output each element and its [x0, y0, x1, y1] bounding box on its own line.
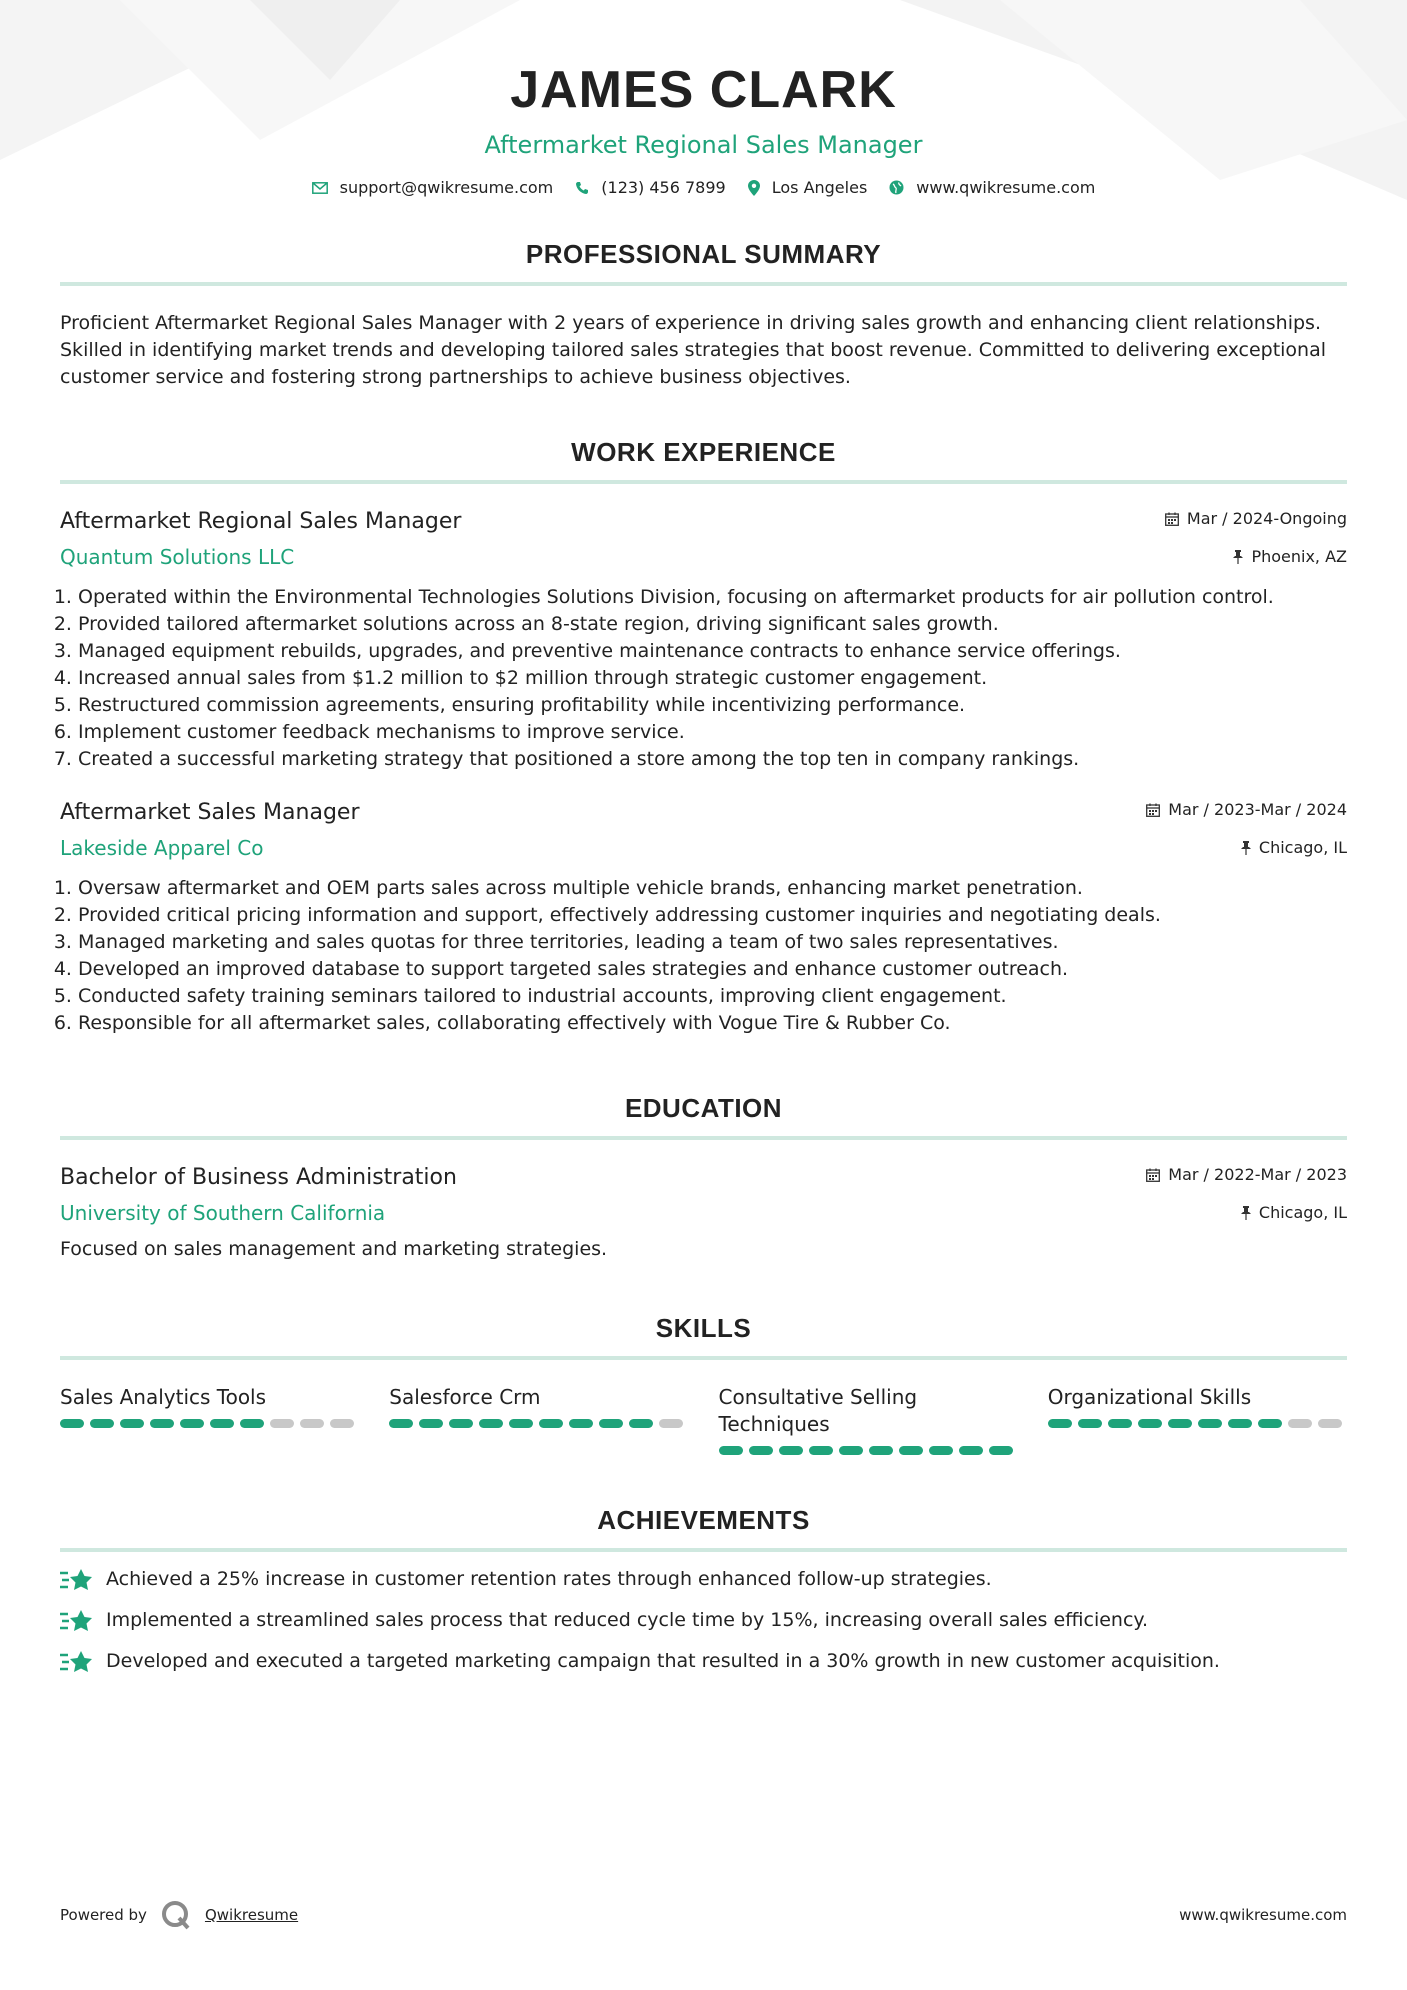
achievement-text: Achieved a 25% increase in customer retention rates through enhanced follow-up strategies. [106, 1568, 992, 1590]
rating-dot-filled [629, 1419, 653, 1428]
phone-text: (123) 456 7899 [601, 178, 726, 197]
list-item: 6. Implement customer feedback mechanisms to improve service. [78, 719, 1347, 746]
skill-name: Consultative Selling Techniques [718, 1385, 918, 1436]
qwikresume-logo-icon [161, 1900, 191, 1930]
list-item: 3. Managed equipment rebuilds, upgrades, and preventive maintenance contracts to enhance service offerings. [78, 638, 1347, 665]
summary-section [60, 239, 1347, 391]
rating-dot-filled [929, 1446, 953, 1455]
job-location [1233, 546, 1347, 568]
calendar-icon [1146, 803, 1160, 817]
list-item: 2. Provided critical pricing information and support, effectively addressing customer inquiries and negotiating deals. [78, 902, 1347, 929]
candidate-role: Aftermarket Regional Sales Manager [484, 131, 923, 159]
rating-dot-filled [389, 1419, 413, 1428]
skill-item [389, 1384, 688, 1455]
list-item: 3. Managed marketing and sales quotas for three territories, leading a team of two sales representatives. [78, 929, 1347, 956]
rating-dot-filled [419, 1419, 443, 1428]
rating-dot-filled [1138, 1419, 1162, 1428]
contact-website[interactable] [889, 178, 1095, 197]
work-title: WORK EXPERIENCE [60, 437, 1347, 484]
contact-phone[interactable] [575, 178, 725, 197]
work-section [60, 437, 1347, 1037]
calendar-icon [1165, 512, 1179, 526]
brand-link[interactable]: Qwikresume [204, 1906, 299, 1924]
skill-name: Organizational Skills [1047, 1385, 1252, 1409]
skill-rating [719, 1446, 1018, 1455]
achievement-text: Developed and executed a targeted marketing campaign that resulted in a 30% growth in new customer acquisition. [106, 1650, 1220, 1672]
job-dates [1146, 799, 1347, 821]
rating-dot-filled [809, 1446, 833, 1455]
calendar-icon [1146, 1168, 1160, 1182]
job-location-text: Phoenix, AZ [1251, 547, 1347, 566]
resume-header [60, 0, 1347, 197]
skill-item [60, 1384, 359, 1455]
rating-dot-filled [1078, 1419, 1102, 1428]
achievement-item [60, 1607, 1347, 1634]
rating-dot-filled [449, 1419, 473, 1428]
list-item: 4. Increased annual sales from $1.2 million to $2 million through strategic customer engagement. [78, 665, 1347, 692]
rating-dot-filled [509, 1419, 533, 1428]
rating-dot-empty [270, 1419, 294, 1428]
achievements-title: ACHIEVEMENTS [60, 1505, 1347, 1552]
skills-title: SKILLS [60, 1313, 1347, 1360]
achievement-item [60, 1566, 1347, 1593]
rating-dot-filled [120, 1419, 144, 1428]
education-location-text: Chicago, IL [1258, 1203, 1347, 1222]
rating-dot-filled [1048, 1419, 1072, 1428]
summary-text: Proficient Aftermarket Regional Sales Manager with 2 years of experience in driving sales growth and enhancing client relationships. Skilled in identifying market trends and developing tailored sales strategies that boost revenue. Committed to delivering exceptional customer service and fostering strong partnerships to achieve business objectives. [60, 312, 1327, 388]
rating-dot-filled [90, 1419, 114, 1428]
page-footer [60, 1900, 1347, 1930]
education-title: EDUCATION [60, 1093, 1347, 1140]
list-item: 2. Provided tailored aftermarket solutions across an 8-state region, driving significant sales growth. [78, 611, 1347, 638]
job-dates [1165, 508, 1347, 530]
star-icon [60, 1649, 94, 1675]
rating-dot-empty [300, 1419, 324, 1428]
star-icon [60, 1567, 94, 1593]
rating-dot-filled [180, 1419, 204, 1428]
candidate-name: JAMES CLARK [510, 61, 897, 119]
pushpin-icon [1241, 841, 1251, 855]
rating-dot-filled [719, 1446, 743, 1455]
website-text: www.qwikresume.com [916, 178, 1096, 197]
skills-section [60, 1313, 1347, 1455]
envelope-icon [312, 182, 328, 194]
rating-dot-filled [959, 1446, 983, 1455]
contact-email[interactable] [312, 178, 554, 197]
rating-dot-filled [60, 1419, 84, 1428]
list-item: 1. Operated within the Environmental Technologies Solutions Division, focusing on aftermarket products for air pollution control. [78, 584, 1347, 611]
job-dates-text: Mar / 2023-Mar / 2024 [1168, 800, 1347, 819]
education-location [1241, 1202, 1347, 1224]
rating-dot-empty [1288, 1419, 1312, 1428]
list-item: 4. Developed an improved database to support targeted sales strategies and enhance customer outreach. [78, 956, 1347, 983]
skills-list [60, 1384, 1347, 1455]
footer-website-link[interactable]: www.qwikresume.com [1179, 1906, 1347, 1924]
powered-by-label: Powered by [60, 1906, 147, 1924]
rating-dot-filled [869, 1446, 893, 1455]
rating-dot-filled [749, 1446, 773, 1455]
degree-title: Bachelor of Business Administration [60, 1165, 457, 1190]
job-location [1241, 837, 1347, 859]
skill-name: Sales Analytics Tools [60, 1385, 267, 1409]
rating-dot-filled [599, 1419, 623, 1428]
rating-dot-filled [569, 1419, 593, 1428]
skill-name: Salesforce Crm [389, 1385, 541, 1409]
pushpin-icon [1233, 550, 1243, 564]
skill-item [1048, 1384, 1347, 1455]
rating-dot-filled [240, 1419, 264, 1428]
achievements-section [60, 1505, 1347, 1675]
rating-dot-filled [1198, 1419, 1222, 1428]
rating-dot-filled [839, 1446, 863, 1455]
list-item: 5. Restructured commission agreements, ensuring profitability while incentivizing performance. [78, 692, 1347, 719]
skill-rating [60, 1419, 359, 1428]
rating-dot-empty [1318, 1419, 1342, 1428]
school-name: University of Southern California [60, 1201, 386, 1225]
rating-dot-filled [210, 1419, 234, 1428]
list-item: 6. Responsible for all aftermarket sales, collaborating effectively with Vogue Tire & Rubber Co. [78, 1010, 1347, 1037]
rating-dot-filled [150, 1419, 174, 1428]
rating-dot-filled [1168, 1419, 1192, 1428]
contact-bar [60, 178, 1347, 197]
job-title: Aftermarket Regional Sales Manager [60, 509, 462, 534]
rating-dot-filled [899, 1446, 923, 1455]
job-bullets [60, 875, 1347, 1037]
list-item: 1. Oversaw aftermarket and OEM parts sales across multiple vehicle brands, enhancing market penetration. [78, 875, 1347, 902]
skill-item [719, 1384, 1018, 1455]
rating-dot-filled [539, 1419, 563, 1428]
education-dates-text: Mar / 2022-Mar / 2023 [1168, 1165, 1347, 1184]
rating-dot-filled [779, 1446, 803, 1455]
rating-dot-empty [330, 1419, 354, 1428]
location-text: Los Angeles [771, 178, 868, 197]
rating-dot-filled [1108, 1419, 1132, 1428]
rating-dot-filled [989, 1446, 1013, 1455]
globe-icon [889, 180, 904, 195]
rating-dot-filled [1258, 1419, 1282, 1428]
list-item: 7. Created a successful marketing strategy that positioned a store among the top ten in company rankings. [78, 746, 1347, 773]
rating-dot-filled [479, 1419, 503, 1428]
education-section [60, 1093, 1347, 1263]
phone-icon [575, 181, 589, 195]
job-dates-text: Mar / 2024-Ongoing [1186, 509, 1347, 528]
rating-dot-empty [659, 1419, 683, 1428]
map-pin-icon [748, 180, 760, 196]
education-entry [60, 1164, 1347, 1263]
job-title: Aftermarket Sales Manager [60, 800, 360, 825]
contact-location [748, 178, 868, 197]
email-text: support@qwikresume.com [339, 178, 554, 197]
skill-rating [389, 1419, 688, 1428]
education-dates [1146, 1164, 1347, 1186]
achievement-text: Implemented a streamlined sales process that reduced cycle time by 15%, increasing overall sales efficiency. [106, 1609, 1148, 1631]
education-description: Focused on sales management and marketing strategies. [60, 1238, 608, 1260]
job-entry [60, 799, 1347, 1037]
skill-rating [1048, 1419, 1347, 1428]
list-item: 5. Conducted safety training seminars tailored to industrial accounts, improving client engagement. [78, 983, 1347, 1010]
job-location-text: Chicago, IL [1258, 838, 1347, 857]
company-name: Quantum Solutions LLC [60, 545, 295, 569]
pushpin-icon [1241, 1206, 1251, 1220]
rating-dot-filled [1228, 1419, 1252, 1428]
star-icon [60, 1608, 94, 1634]
job-entry [60, 508, 1347, 773]
company-name: Lakeside Apparel Co [60, 836, 264, 860]
achievement-item [60, 1648, 1347, 1675]
job-bullets [60, 584, 1347, 773]
summary-title: PROFESSIONAL SUMMARY [60, 239, 1347, 286]
